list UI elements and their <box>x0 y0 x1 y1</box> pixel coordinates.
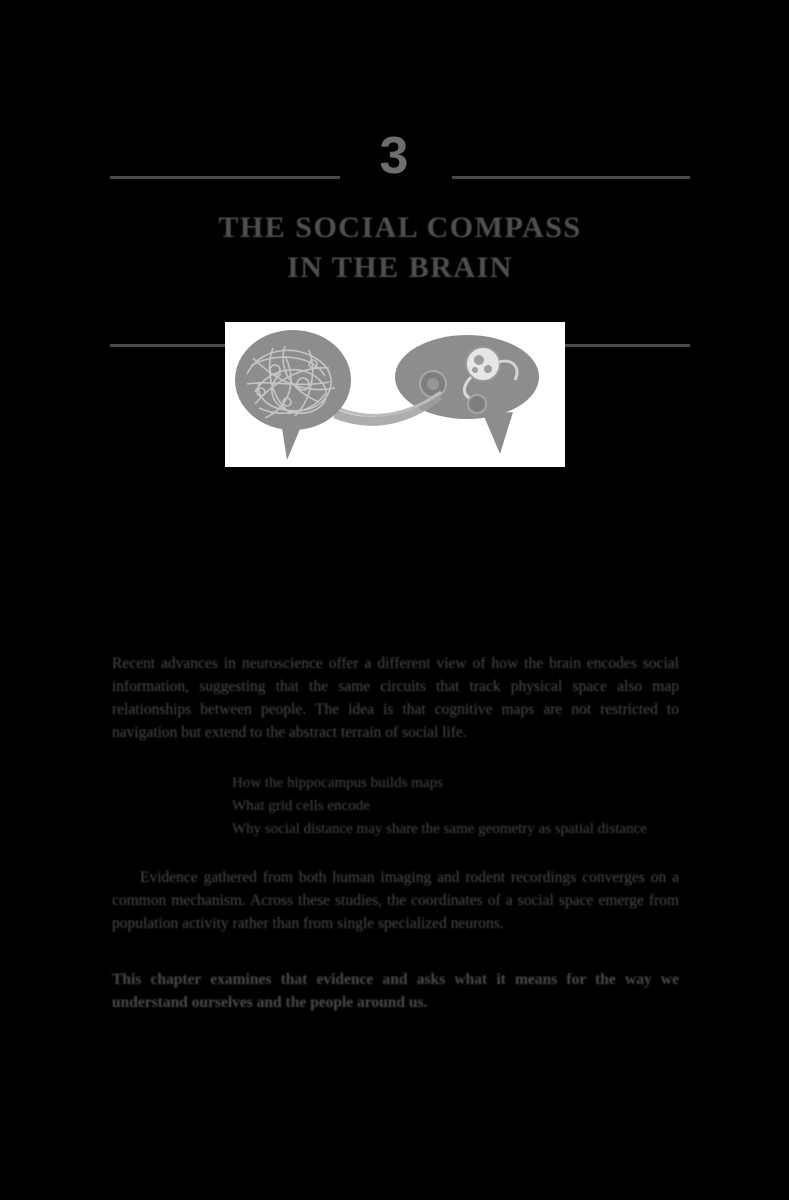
left-speech-bubble <box>235 330 351 460</box>
right-speech-bubble <box>395 335 539 454</box>
header-rule-right <box>452 176 690 179</box>
brain-network-illustration <box>225 322 565 467</box>
brain-network-speech-bubbles-figure <box>225 322 565 467</box>
body-paragraph-1 <box>112 652 679 744</box>
paragraph-text: Evidence gathered from both human imaging and rodent recordings converges on a common mechanism. Across these studies, the coordinates of a social space emerge from population activity rather than from single specialized neurons. <box>112 869 679 932</box>
page-title <box>110 208 690 288</box>
body-paragraph-3 <box>112 968 679 1014</box>
header-rule-left <box>110 176 340 179</box>
body-paragraph-2 <box>112 866 679 935</box>
paragraph-text: Recent advances in neuroscience offer a different view of how the brain encodes social information, suggesting that the same circuits that track physical space also map relationships between people. The idea is that cognitive maps are not restricted to navigation but extend to the abstract terrain of social life. <box>112 655 679 741</box>
list-item: How the hippocampus builds maps <box>232 775 443 791</box>
figure-rule-left <box>110 344 230 347</box>
figure-rule-right <box>565 344 690 347</box>
chapter-number: 3 <box>379 127 410 185</box>
paragraph-text: This chapter examines that evidence and asks what it means for the way we understand ourselves and the people around us. <box>112 971 679 1011</box>
chapter-title-line-1: THE SOCIAL COMPASS <box>218 211 582 244</box>
chapter-title-line-2: IN THE BRAIN <box>287 251 513 284</box>
list-item: What grid cells encode <box>232 798 370 814</box>
body-list <box>232 772 682 841</box>
list-item: Why social distance may share the same geometry as spatial distance <box>232 821 647 837</box>
